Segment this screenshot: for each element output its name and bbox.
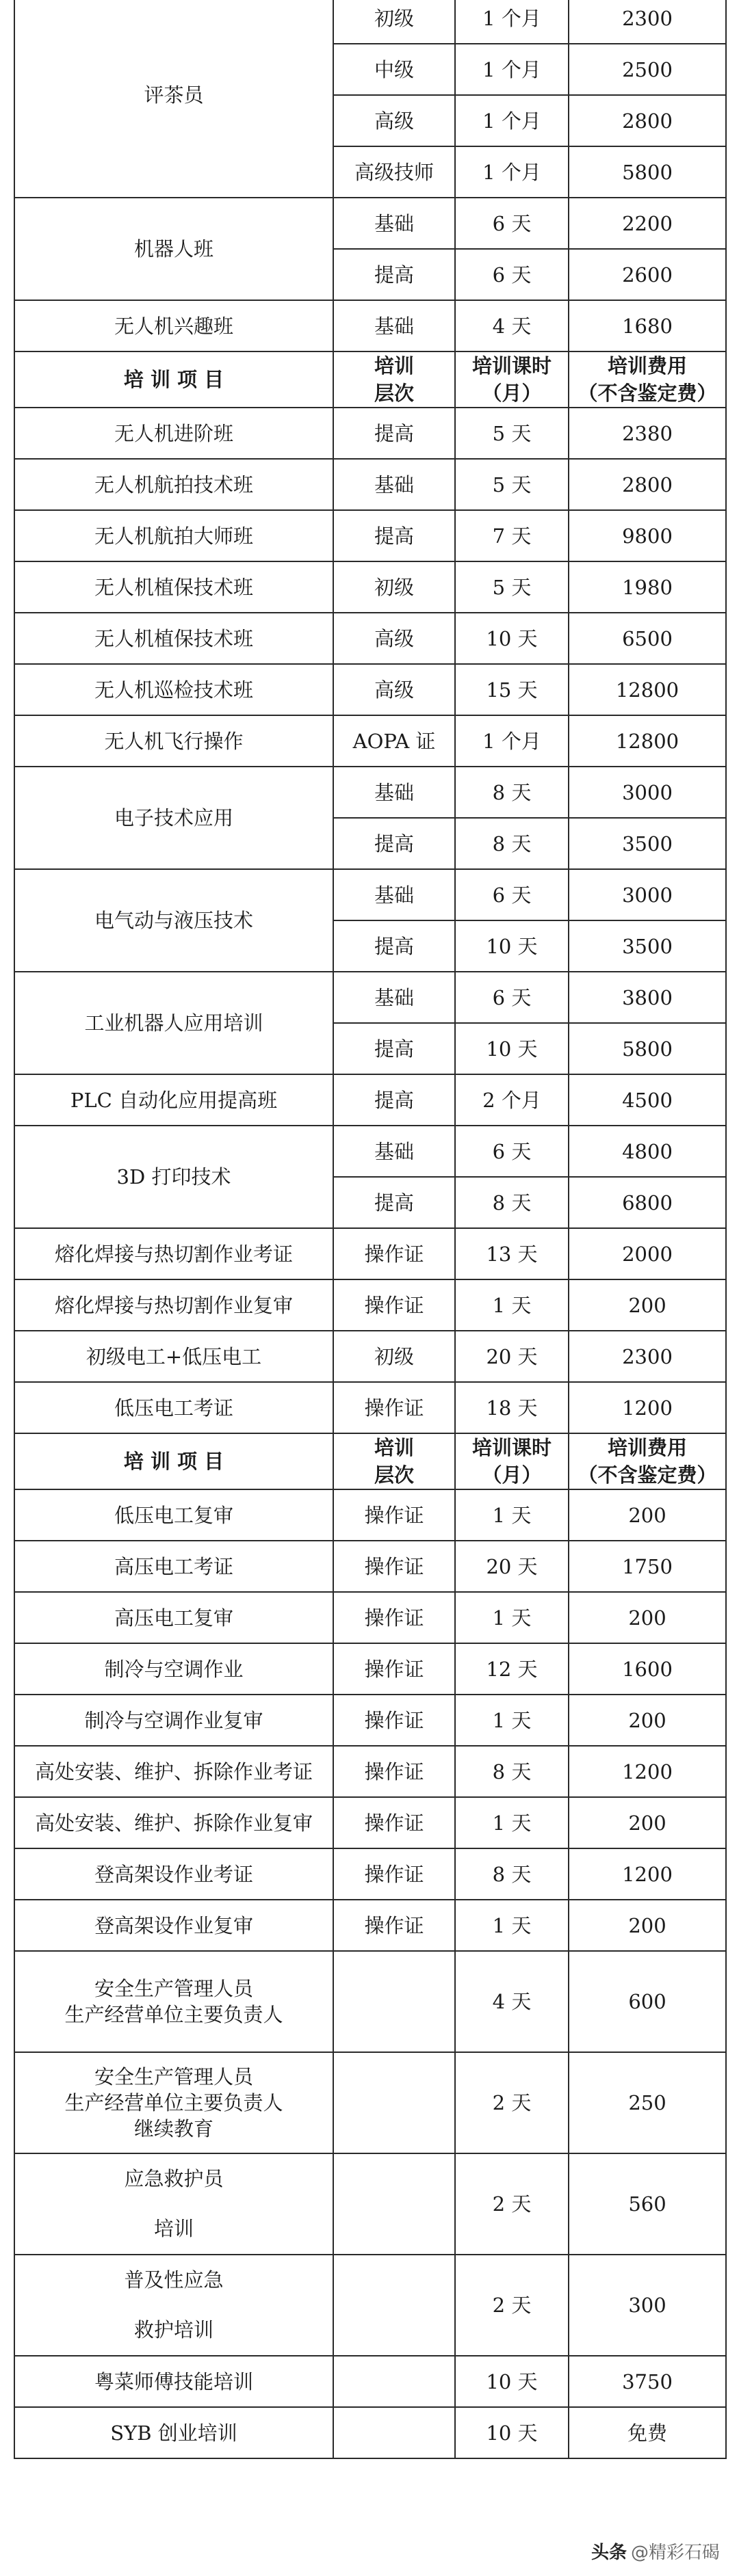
hours-cell: 5 天 (455, 561, 569, 613)
fee-cell: 200 (569, 1900, 726, 1951)
level-cell: 操作证 (333, 1592, 455, 1643)
table-row (14, 1643, 726, 1695)
hours-cell: 1 天 (455, 1797, 569, 1848)
hours-cell: 6 天 (455, 249, 569, 300)
header-hours-line: （月） (482, 1463, 542, 1487)
level-cell: 提高 (333, 920, 455, 972)
hours-cell: 13 天 (455, 1228, 569, 1279)
table-row (14, 459, 726, 510)
fee-cell: 1980 (569, 561, 726, 613)
project-name-line: 安全生产管理人员 (94, 1977, 253, 2000)
fee-cell: 5800 (569, 1023, 726, 1074)
header-fee (569, 1433, 726, 1489)
project-name (14, 1951, 333, 2052)
table-row (14, 1592, 726, 1643)
project-name-line: 培训 (153, 2217, 194, 2240)
header-level-line: 培训 (374, 1436, 414, 1459)
fee-cell: 560 (569, 2153, 726, 2255)
fee-cell: 9800 (569, 510, 726, 561)
project-name: 电气动与液压技术 (14, 869, 333, 972)
fee-cell: 200 (569, 1797, 726, 1848)
hours-cell: 18 天 (455, 1382, 569, 1433)
level-cell: 操作证 (333, 1489, 455, 1541)
table-row (14, 0, 726, 44)
level-cell (333, 2052, 455, 2153)
table-row (14, 561, 726, 613)
project-name (14, 2255, 333, 2356)
table-row (14, 1331, 726, 1382)
fee-cell: 3750 (569, 2356, 726, 2407)
fee-cell: 250 (569, 2052, 726, 2153)
fee-cell: 200 (569, 1489, 726, 1541)
watermark-platform: 头条 (591, 2542, 627, 2563)
project-name (14, 2153, 333, 2255)
project-name: 机器人班 (14, 198, 333, 300)
hours-cell: 1 天 (455, 1695, 569, 1746)
hours-cell: 6 天 (455, 972, 569, 1023)
fee-cell: 6800 (569, 1177, 726, 1228)
hours-cell: 8 天 (455, 767, 569, 818)
fee-cell: 600 (569, 1951, 726, 2052)
header-project: 培 训 项 目 (14, 1433, 333, 1489)
level-cell: AOPA 证 (333, 715, 455, 767)
project-name: 无人机进阶班 (14, 408, 333, 459)
fee-cell: 5800 (569, 146, 726, 198)
project-name: 登高架设作业复审 (14, 1900, 333, 1951)
project-name: 制冷与空调作业 (14, 1643, 333, 1695)
table-row (14, 1848, 726, 1900)
watermark (591, 2538, 720, 2564)
project-name-line: 安全生产管理人员 (94, 2065, 253, 2088)
hours-cell: 4 天 (455, 300, 569, 351)
level-cell (333, 2255, 455, 2356)
table-row (14, 1382, 726, 1433)
project-name: 电子技术应用 (14, 767, 333, 869)
level-cell: 操作证 (333, 1695, 455, 1746)
project-name: 高处安装、维护、拆除作业复审 (14, 1797, 333, 1848)
hours-cell: 10 天 (455, 2356, 569, 2407)
table-row (14, 1695, 726, 1746)
fee-cell: 2800 (569, 459, 726, 510)
level-cell: 高级 (333, 95, 455, 146)
hours-cell: 10 天 (455, 613, 569, 664)
table-row (14, 1797, 726, 1848)
header-fee-line: 培训费用 (607, 354, 687, 377)
level-cell: 操作证 (333, 1848, 455, 1900)
hours-cell: 2 个月 (455, 1074, 569, 1126)
project-name: 粤菜师傅技能培训 (14, 2356, 333, 2407)
project-name: 无人机航拍技术班 (14, 459, 333, 510)
hours-cell: 1 个月 (455, 44, 569, 95)
level-cell: 基础 (333, 767, 455, 818)
project-name: 工业机器人应用培训 (14, 972, 333, 1074)
level-cell: 提高 (333, 1074, 455, 1126)
project-name: 熔化焊接与热切割作业复审 (14, 1279, 333, 1331)
hours-cell: 15 天 (455, 664, 569, 715)
level-cell: 提高 (333, 818, 455, 869)
hours-cell: 1 个月 (455, 95, 569, 146)
fee-cell: 1600 (569, 1643, 726, 1695)
table-row (14, 1900, 726, 1951)
level-cell (333, 2356, 455, 2407)
level-cell (333, 1951, 455, 2052)
level-cell: 提高 (333, 249, 455, 300)
level-cell: 初级 (333, 1331, 455, 1382)
project-name: 熔化焊接与热切割作业考证 (14, 1228, 333, 1279)
hours-cell: 1 天 (455, 1489, 569, 1541)
project-name: 3D 打印技术 (14, 1126, 333, 1228)
hours-cell: 20 天 (455, 1331, 569, 1382)
project-name-line: 生产经营单位主要负责人 (64, 2003, 283, 2026)
project-name: 高压电工考证 (14, 1541, 333, 1592)
fee-cell: 3500 (569, 818, 726, 869)
table-row (14, 2153, 726, 2255)
table-row (14, 972, 726, 1023)
level-cell: 操作证 (333, 1228, 455, 1279)
level-cell: 高级技师 (333, 146, 455, 198)
hours-cell: 5 天 (455, 408, 569, 459)
fee-cell: 12800 (569, 715, 726, 767)
table-row (14, 408, 726, 459)
header-fee-line: 培训费用 (607, 1436, 687, 1459)
project-name: 登高架设作业考证 (14, 1848, 333, 1900)
table-row (14, 2356, 726, 2407)
project-name-line: 生产经营单位主要负责人 (64, 2091, 283, 2114)
hours-cell: 6 天 (455, 198, 569, 249)
table-row (14, 1074, 726, 1126)
fee-cell: 4500 (569, 1074, 726, 1126)
project-name: 无人机植保技术班 (14, 613, 333, 664)
project-name: 高压电工复审 (14, 1592, 333, 1643)
level-cell: 提高 (333, 1023, 455, 1074)
table-row (14, 510, 726, 561)
hours-cell: 6 天 (455, 1126, 569, 1177)
table-row (14, 1489, 726, 1541)
fee-cell: 3500 (569, 920, 726, 972)
table-body (14, 0, 726, 2458)
fee-cell: 2800 (569, 95, 726, 146)
fee-cell: 3000 (569, 869, 726, 920)
table-row (14, 869, 726, 920)
project-name: 无人机航拍大师班 (14, 510, 333, 561)
level-cell: 基础 (333, 1126, 455, 1177)
fee-cell: 200 (569, 1592, 726, 1643)
level-cell: 基础 (333, 300, 455, 351)
fee-cell: 2300 (569, 0, 726, 44)
level-cell: 操作证 (333, 1797, 455, 1848)
level-cell: 提高 (333, 510, 455, 561)
level-cell: 提高 (333, 1177, 455, 1228)
project-name: PLC 自动化应用提高班 (14, 1074, 333, 1126)
fee-cell: 1680 (569, 300, 726, 351)
table-row (14, 300, 726, 351)
project-name: 无人机兴趣班 (14, 300, 333, 351)
hours-cell: 1 个月 (455, 715, 569, 767)
table-row (14, 2255, 726, 2356)
table-row (14, 1279, 726, 1331)
hours-cell: 6 天 (455, 869, 569, 920)
project-name-line: 应急救护员 (124, 2167, 224, 2190)
table-row (14, 2407, 726, 2458)
fee-cell: 12800 (569, 664, 726, 715)
fee-cell: 2500 (569, 44, 726, 95)
project-name: 低压电工复审 (14, 1489, 333, 1541)
hours-cell: 1 个月 (455, 146, 569, 198)
table-row (14, 1126, 726, 1177)
project-name: 制冷与空调作业复审 (14, 1695, 333, 1746)
fee-cell: 1200 (569, 1746, 726, 1797)
header-level (333, 351, 455, 408)
hours-cell: 1 天 (455, 1592, 569, 1643)
header-row (14, 351, 726, 408)
project-name: 初级电工+低压电工 (14, 1331, 333, 1382)
table-row (14, 1541, 726, 1592)
level-cell: 基础 (333, 972, 455, 1023)
fee-cell: 1200 (569, 1382, 726, 1433)
table-row (14, 1951, 726, 2052)
header-hours-line: （月） (482, 382, 542, 405)
fee-cell: 2600 (569, 249, 726, 300)
table-row (14, 1228, 726, 1279)
level-cell: 基础 (333, 459, 455, 510)
hours-cell: 1 天 (455, 1900, 569, 1951)
project-name-line: 普及性应急 (124, 2268, 224, 2292)
training-fee-table (14, 0, 727, 2459)
fee-cell: 1200 (569, 1848, 726, 1900)
level-cell: 基础 (333, 198, 455, 249)
hours-cell: 8 天 (455, 1177, 569, 1228)
hours-cell: 2 天 (455, 2153, 569, 2255)
header-level (333, 1433, 455, 1489)
level-cell: 操作证 (333, 1382, 455, 1433)
hours-cell: 2 天 (455, 2052, 569, 2153)
hours-cell: 10 天 (455, 2407, 569, 2458)
hours-cell: 12 天 (455, 1643, 569, 1695)
header-hours (455, 1433, 569, 1489)
level-cell: 操作证 (333, 1643, 455, 1695)
header-project: 培 训 项 目 (14, 351, 333, 408)
project-name: 无人机植保技术班 (14, 561, 333, 613)
project-name-line: 救护培训 (133, 2318, 213, 2341)
level-cell: 初级 (333, 0, 455, 44)
project-name-line: 继续教育 (133, 2117, 213, 2140)
header-level-line: 层次 (374, 1463, 414, 1487)
header-fee-line: （不含鉴定费） (578, 1463, 717, 1487)
header-fee (569, 351, 726, 408)
level-cell: 基础 (333, 869, 455, 920)
project-name: 高处安装、维护、拆除作业考证 (14, 1746, 333, 1797)
project-name: 评茶员 (14, 0, 333, 198)
table-row (14, 198, 726, 249)
level-cell: 操作证 (333, 1541, 455, 1592)
fee-cell: 1750 (569, 1541, 726, 1592)
table-row (14, 1746, 726, 1797)
fee-cell: 2300 (569, 1331, 726, 1382)
hours-cell: 7 天 (455, 510, 569, 561)
fee-cell: 免费 (569, 2407, 726, 2458)
hours-cell: 1 个月 (455, 0, 569, 44)
fee-cell: 3000 (569, 767, 726, 818)
hours-cell: 20 天 (455, 1541, 569, 1592)
hours-cell: 8 天 (455, 1848, 569, 1900)
level-cell: 高级 (333, 613, 455, 664)
header-hours-line: 培训课时 (471, 354, 552, 377)
level-cell: 操作证 (333, 1746, 455, 1797)
fee-cell: 6500 (569, 613, 726, 664)
header-fee-line: （不含鉴定费） (578, 382, 717, 405)
level-cell (333, 2407, 455, 2458)
table-row (14, 767, 726, 818)
level-cell: 高级 (333, 664, 455, 715)
project-name: 无人机巡检技术班 (14, 664, 333, 715)
hours-cell: 2 天 (455, 2255, 569, 2356)
header-row (14, 1433, 726, 1489)
project-name: 低压电工考证 (14, 1382, 333, 1433)
level-cell: 初级 (333, 561, 455, 613)
fee-cell: 4800 (569, 1126, 726, 1177)
header-hours (455, 351, 569, 408)
hours-cell: 10 天 (455, 1023, 569, 1074)
fee-cell: 3800 (569, 972, 726, 1023)
hours-cell: 8 天 (455, 1746, 569, 1797)
watermark-account: @精彩石碣 (630, 2542, 720, 2563)
table-row (14, 2052, 726, 2153)
header-hours-line: 培训课时 (471, 1436, 552, 1459)
fee-cell: 300 (569, 2255, 726, 2356)
project-name: 无人机飞行操作 (14, 715, 333, 767)
fee-cell: 2000 (569, 1228, 726, 1279)
header-level-line: 层次 (374, 382, 414, 405)
fee-cell: 2200 (569, 198, 726, 249)
fee-cell: 200 (569, 1695, 726, 1746)
hours-cell: 4 天 (455, 1951, 569, 2052)
fee-cell: 200 (569, 1279, 726, 1331)
header-level-line: 培训 (374, 354, 414, 377)
table-row (14, 613, 726, 664)
level-cell: 操作证 (333, 1279, 455, 1331)
level-cell (333, 2153, 455, 2255)
project-name (14, 2052, 333, 2153)
hours-cell: 1 天 (455, 1279, 569, 1331)
level-cell: 中级 (333, 44, 455, 95)
level-cell: 操作证 (333, 1900, 455, 1951)
table-row (14, 715, 726, 767)
hours-cell: 10 天 (455, 920, 569, 972)
project-name: SYB 创业培训 (14, 2407, 333, 2458)
fee-cell: 2380 (569, 408, 726, 459)
level-cell: 提高 (333, 408, 455, 459)
hours-cell: 5 天 (455, 459, 569, 510)
hours-cell: 8 天 (455, 818, 569, 869)
table-row (14, 664, 726, 715)
